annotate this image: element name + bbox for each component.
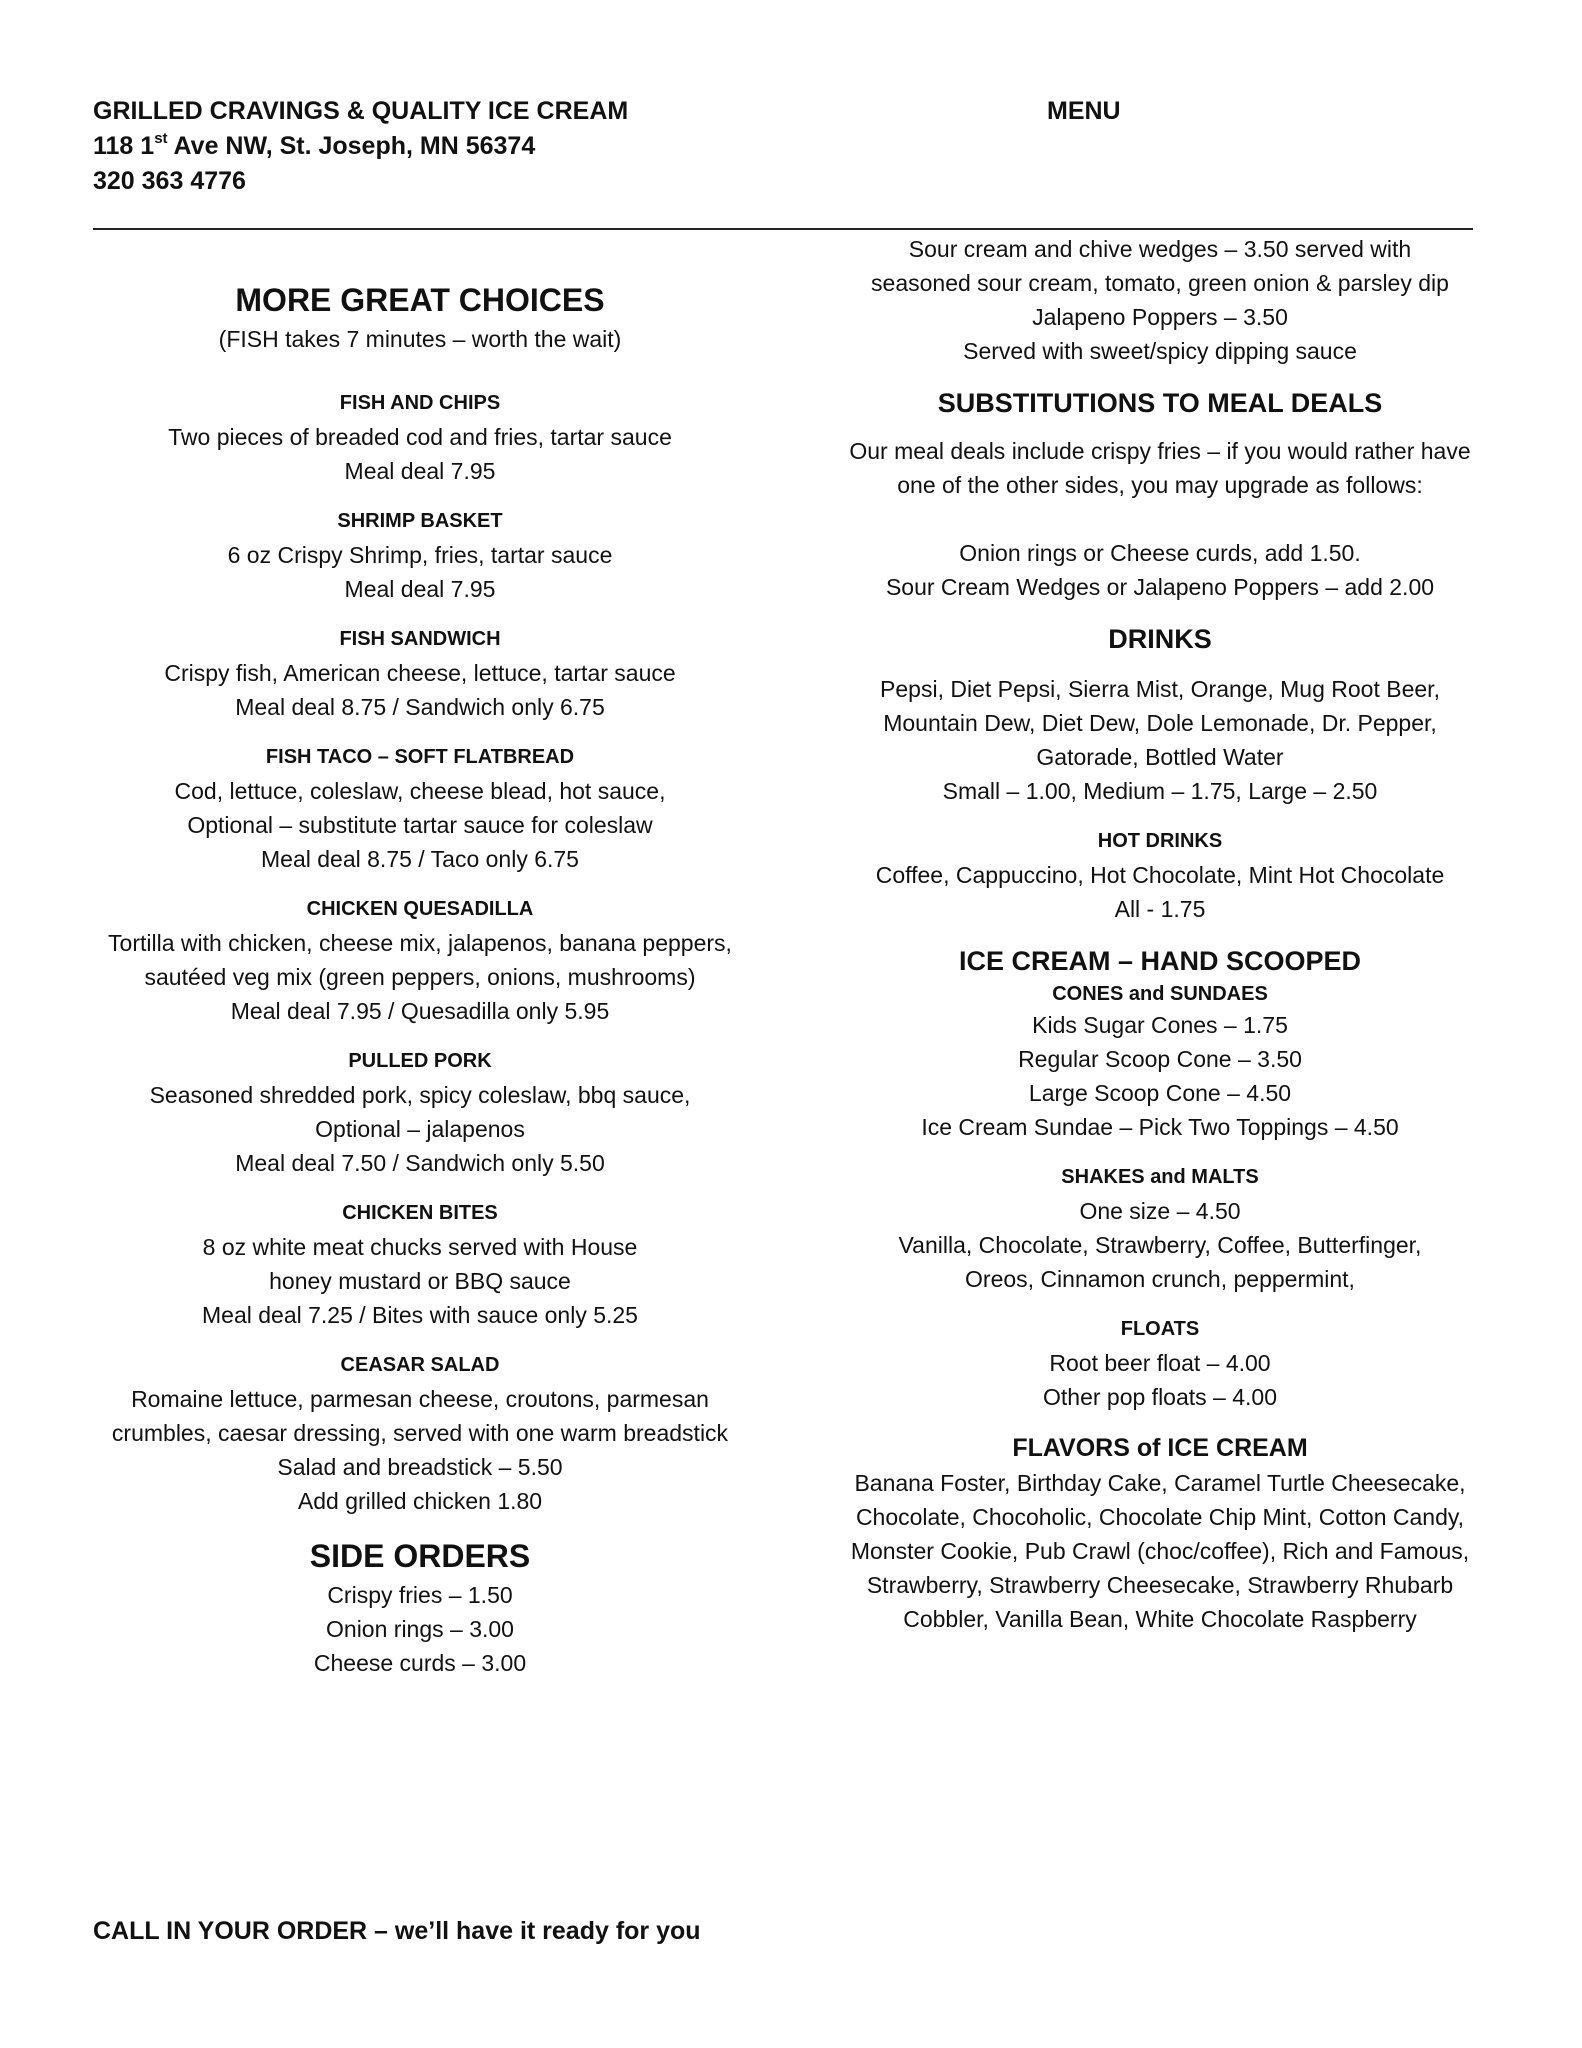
menu-item-price: Meal deal 8.75 / Taco only 6.75: [261, 846, 579, 872]
cone-line: Large Scoop Cone – 4.50: [1028, 1080, 1292, 1106]
menu-item-price: Add grilled chicken 1.80: [297, 1488, 543, 1514]
business-name: GRILLED CRAVINGS & QUALITY ICE CREAM: [93, 97, 629, 125]
menu-item-price: Salad and breadstick – 5.50: [277, 1454, 563, 1480]
business-address: 118 1st Ave NW, St. Joseph, MN 56374: [93, 129, 536, 160]
side-order-line: Onion rings – 3.00: [326, 1616, 514, 1642]
call-in-order-note: CALL IN YOUR ORDER – we’ll have it ready for you: [93, 1917, 701, 1945]
side-order-line: Jalapeno Poppers – 3.50: [1032, 304, 1288, 330]
cone-line: Regular Scoop Cone – 3.50: [1018, 1046, 1302, 1072]
menu-item-name: FISH SANDWICH: [339, 628, 501, 650]
substitutions-section: [800, 384, 1520, 604]
fish-wait-note: (FISH takes 7 minutes – worth the wait): [218, 326, 622, 352]
cone-line: Kids Sugar Cones – 1.75: [1032, 1012, 1288, 1038]
substitutions-intro: Our meal deals include crispy fries – if you would rather have: [849, 438, 1471, 464]
shakes-line: Oreos, Cinnamon crunch, peppermint,: [965, 1266, 1355, 1292]
drinks-section: [800, 620, 1520, 808]
menu-item-description: Crispy fish, American cheese, lettuce, tartar sauce: [164, 660, 676, 686]
menu-item-price: Meal deal 8.75 / Sandwich only 6.75: [235, 694, 605, 720]
floats-title: FLOATS: [1120, 1318, 1200, 1340]
menu-item-price: Meal deal 7.95: [344, 458, 496, 484]
floats-line: Other pop floats – 4.00: [1043, 1384, 1277, 1410]
menu-item-chicken-quesadilla: [60, 892, 780, 1028]
drinks-line: Gatorade, Bottled Water: [1036, 744, 1284, 770]
menu-item-description: Optional – jalapenos: [315, 1116, 525, 1142]
menu-item-name: SHRIMP BASKET: [337, 510, 503, 532]
flavors-line: Banana Foster, Birthday Cake, Caramel Turtle Cheesecake,: [854, 1470, 1466, 1496]
shakes-malts-title: SHAKES and MALTS: [1061, 1166, 1259, 1188]
header-divider: [93, 228, 1473, 230]
substitution-line: Onion rings or Cheese curds, add 1.50.: [959, 540, 1361, 566]
menu-item-description: honey mustard or BBQ sauce: [269, 1268, 571, 1294]
section-title-more-great-choices: MORE GREAT CHOICES: [235, 282, 605, 318]
side-orders-continued: [800, 232, 1520, 368]
menu-item-description: Two pieces of breaded cod and fries, tartar sauce: [168, 424, 672, 450]
menu-item-description: 8 oz white meat chucks served with House: [202, 1234, 638, 1260]
left-column: [60, 278, 780, 1680]
menu-item-price: Meal deal 7.95: [344, 576, 496, 602]
side-order-line: Served with sweet/spicy dipping sauce: [963, 338, 1357, 364]
side-order-line: Cheese curds – 3.00: [313, 1650, 527, 1676]
menu-item-description: Cod, lettuce, coleslaw, cheese blead, hot sauce,: [174, 778, 666, 804]
menu-item-fish-sandwich: [60, 622, 780, 724]
section-title-flavors: FLAVORS of ICE CREAM: [1012, 1434, 1308, 1462]
menu-item-description: 6 oz Crispy Shrimp, fries, tartar sauce: [227, 542, 613, 568]
section-title-drinks: DRINKS: [1108, 624, 1212, 654]
right-column: [800, 232, 1520, 1636]
hot-drinks-price-line: All - 1.75: [1114, 896, 1206, 922]
menu-item-description: Romaine lettuce, parmesan cheese, croutons, parmesan: [131, 1386, 709, 1412]
side-order-line: Sour cream and chive wedges – 3.50 served with: [908, 236, 1412, 262]
drinks-line: Pepsi, Diet Pepsi, Sierra Mist, Orange, Mug Root Beer,: [880, 676, 1440, 702]
cone-line: Ice Cream Sundae – Pick Two Toppings – 4.50: [921, 1114, 1399, 1140]
menu-item-shrimp-basket: [60, 504, 780, 606]
section-title-side-orders: SIDE ORDERS: [309, 1538, 531, 1574]
section-title-hot-drinks: HOT DRINKS: [1097, 830, 1223, 852]
menu-item-description: Seasoned shredded pork, spicy coleslaw, bbq sauce,: [149, 1082, 691, 1108]
menu-item-price: Meal deal 7.25 / Bites with sauce only 5.25: [202, 1302, 638, 1328]
menu-item-description: Optional – substitute tartar sauce for coleslaw: [187, 812, 653, 838]
menu-item-name: CHICKEN QUESADILLA: [306, 898, 534, 920]
hot-drinks-line: Coffee, Cappuccino, Hot Chocolate, Mint Hot Chocolate: [875, 862, 1445, 888]
drinks-price-line: Small – 1.00, Medium – 1.75, Large – 2.50: [942, 778, 1378, 804]
menu-item-price: Meal deal 7.50 / Sandwich only 5.50: [235, 1150, 605, 1176]
menu-item-description: crumbles, caesar dressing, served with one warm breadstick: [111, 1420, 729, 1446]
substitutions-intro: one of the other sides, you may upgrade as follows:: [897, 472, 1423, 498]
shakes-line: Vanilla, Chocolate, Strawberry, Coffee, Butterfinger,: [898, 1232, 1422, 1258]
menu-item-name: FISH TACO – SOFT FLATBREAD: [265, 746, 575, 768]
menu-item-name: PULLED PORK: [348, 1050, 492, 1072]
menu-item-fish-taco: [60, 740, 780, 876]
section-title-ice-cream: ICE CREAM – HAND SCOOPED: [958, 946, 1362, 976]
menu-item-fish-and-chips: [60, 386, 780, 488]
menu-item-description: Tortilla with chicken, cheese mix, jalapenos, banana peppers,: [108, 930, 732, 956]
flavors-line: Strawberry, Strawberry Cheesecake, Strawberry Rhubarb: [866, 1572, 1454, 1598]
section-title-substitutions: SUBSTITUTIONS TO MEAL DEALS: [937, 388, 1383, 418]
menu-item-name: CHICKEN BITES: [342, 1202, 498, 1224]
drinks-line: Mountain Dew, Diet Dew, Dole Lemonade, Dr. Pepper,: [883, 710, 1437, 736]
side-order-line: seasoned sour cream, tomato, green onion & parsley dip: [871, 270, 1449, 296]
cones-sundaes-title: CONES and SUNDAES: [1052, 983, 1268, 1005]
flavors-line: Cobbler, Vanilla Bean, White Chocolate Raspberry: [903, 1606, 1417, 1632]
menu-item-name: FISH AND CHIPS: [339, 392, 501, 414]
flavors-section: [800, 1430, 1520, 1636]
menu-label: MENU: [1047, 97, 1121, 125]
menu-item-description: sautéed veg mix (green peppers, onions, mushrooms): [144, 964, 696, 990]
flavors-line: Monster Cookie, Pub Crawl (choc/coffee), Rich and Famous,: [850, 1538, 1470, 1564]
side-order-line: Crispy fries – 1.50: [327, 1582, 513, 1608]
floats-line: Root beer float – 4.00: [1049, 1350, 1271, 1376]
business-header: [93, 94, 628, 199]
shakes-line: One size – 4.50: [1079, 1198, 1241, 1224]
hot-drinks-section: [800, 824, 1520, 926]
ice-cream-section: [800, 942, 1520, 1414]
substitution-line: Sour Cream Wedges or Jalapeno Poppers – add 2.00: [885, 574, 1435, 600]
flavors-line: Chocolate, Chocoholic, Chocolate Chip Mint, Cotton Candy,: [855, 1504, 1465, 1530]
menu-item-chicken-bites: [60, 1196, 780, 1332]
menu-item-name: CEASAR SALAD: [340, 1354, 500, 1376]
side-orders-section: [60, 1534, 780, 1680]
menu-item-price: Meal deal 7.95 / Quesadilla only 5.95: [230, 998, 610, 1024]
business-phone: 320 363 4776: [93, 167, 246, 195]
menu-item-ceasar-salad: [60, 1348, 780, 1518]
menu-item-pulled-pork: [60, 1044, 780, 1180]
